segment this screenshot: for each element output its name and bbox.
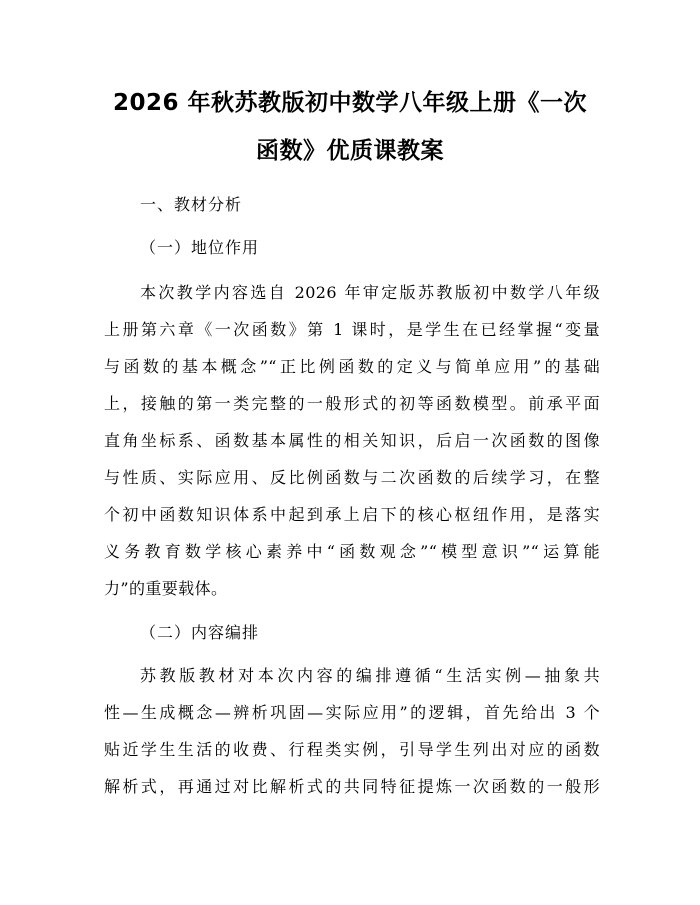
paragraph-1-line: 直角坐标系、函数基本属性的相关知识，后启一次函数的图像 [104,431,600,450]
document-title-line-2: 函数》优质课教案 [256,138,444,164]
paragraph-1-line: 与函数的基本概念”“正比例函数的定义与简单应用”的基础 [104,357,600,376]
subsection-heading-2: （二）内容编排 [140,623,260,642]
paragraph-1-line: 上，接触的第一类完整的一般形式的初等函数模型。前承平面 [104,394,600,413]
paragraph-1-line: 力”的重要载体。 [104,579,228,598]
paragraph-1-line: 个初中函数知识体系中起到承上启下的核心枢纽作用，是落实 [104,505,600,524]
paragraph-1-line: 本次教学内容选自 2026 年审定版苏教版初中数学八年级 [140,283,600,302]
paragraph-2-line: 解析式，再通过对比解析式的共同特征提炼一次函数的一般形 [104,777,600,796]
document-title-line-1: 2026 年秋苏教版初中数学八年级上册《一次 [112,90,588,116]
paragraph-1-line: 上册第六章《一次函数》第 1 课时，是学生在已经掌握“变量 [104,320,600,339]
subsection-heading-1: （一）地位作用 [140,238,260,257]
paragraph-1-line: 义务教育数学核心素养中“函数观念”“模型意识”“运算能 [104,542,600,561]
paragraph-1-line: 与性质、实际应用、反比例函数与二次函数的后续学习，在整 [104,468,600,487]
paragraph-2-line: 贴近学生生活的收费、行程类实例，引导学生列出对应的函数 [104,740,600,759]
paragraph-2-line: 苏教版教材对本次内容的编排遵循“生活实例—抽象共 [140,666,600,685]
paragraph-2-line: 性—生成概念—辨析巩固—实际应用”的逻辑，首先给出 3 个 [104,703,600,722]
section-heading: 一、教材分析 [140,195,243,214]
